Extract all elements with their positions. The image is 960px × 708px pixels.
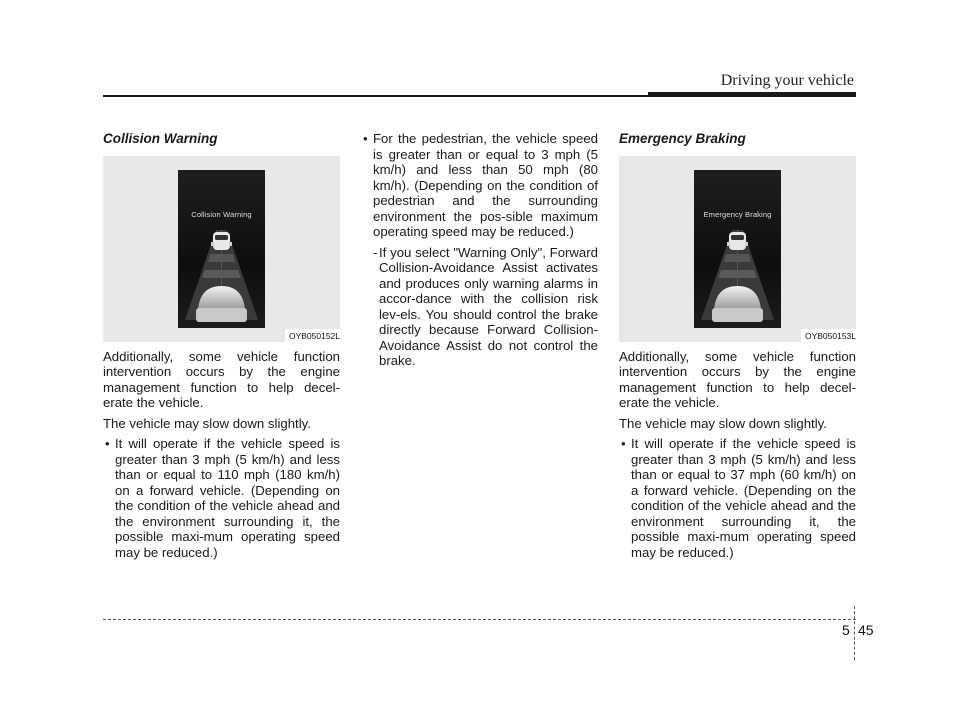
section-number: 5 [842,622,850,638]
cluster-display [178,170,265,328]
page-number: 45 [858,622,874,638]
bullet-item: • For the pedestrian, the vehicle speed is greater than or equal to 3 mph (5 km/h) and less than 50 mph (80 km/h). (Depending on the condition of pedestrian and the surrounding environment the pos-sible maximum operating speed may be reduced.) [361,131,598,240]
column-middle [361,131,598,369]
column-left [103,131,340,565]
figure-emergency-braking [619,156,856,342]
footer-rule [103,619,856,620]
cluster-display [694,170,781,328]
header-rule-accent [648,92,856,97]
road-vehicle-icon [694,170,781,328]
bullet-item: • It will operate if the vehicle speed is greater than 3 mph (5 km/h) and less than or equal to 37 mph (60 km/h) on a forward vehicle. (Depending on the condition of the vehicle ahead and the environment surrounding it, the possible maxi-mum operating speed may be reduced.) [619,436,856,560]
display-message: Collision Warning [191,209,252,219]
section-heading-emergency-braking: Emergency Braking [619,131,746,146]
paragraph: Additionally, some vehicle function intervention occurs by the engine management function to help decel-erate the vehicle. [103,348,340,410]
bullet-item: • It will operate if the vehicle speed is greater than 3 mph (5 km/h) and less than or equal to 110 mph (180 km/h) on a forward vehicle. (Depending on the condition of the vehicle ahead and the environment surrounding it, the possible maxi-mum operating speed may be reduced.) [103,436,340,560]
paragraph: Additionally, some vehicle function intervention occurs by the engine management function to help decel-erate the vehicle. [619,348,856,410]
figure-code: OYB050152L [285,329,340,345]
dash-item: - If you select "Warning Only", Forward Collision-Avoidance Assist activates and produces only warning alarms in accor-dance with the collision risk lev-els. You should control the brake directly because Forward Collision-Avoidance Assist do not control the brake. [361,245,598,369]
figure-code: OYB050153L [801,329,856,345]
header-title: Driving your vehicle [720,72,854,89]
section-heading-collision-warning: Collision Warning [103,131,218,146]
page-number-divider [854,606,855,660]
figure-collision-warning [103,156,340,342]
paragraph: The vehicle may slow down slightly. [619,415,827,431]
road-vehicle-icon [178,170,265,328]
column-right [619,131,856,565]
display-message: Emergency Braking [703,209,772,219]
paragraph: The vehicle may slow down slightly. [103,415,311,431]
